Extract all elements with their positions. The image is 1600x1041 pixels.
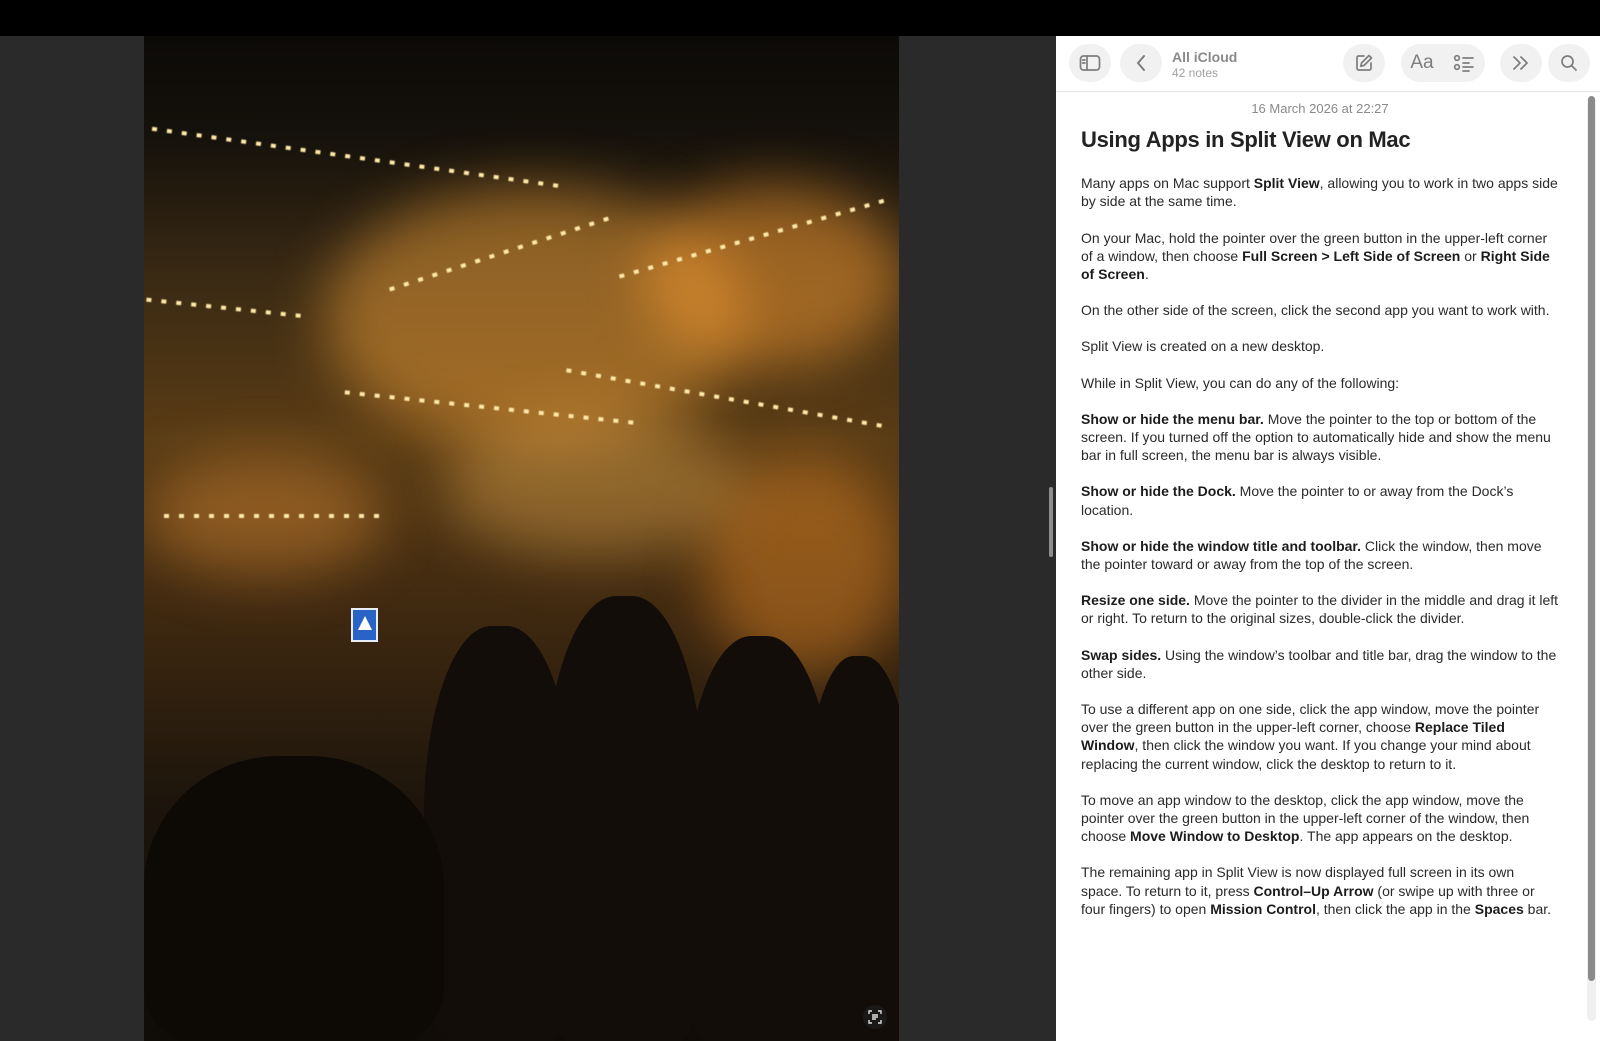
bold-text-run: Full Screen > Left Side of Screen — [1242, 247, 1461, 264]
text-run: , allowing you to work in two apps side by side at the same time. — [1081, 175, 1558, 210]
text-run: The remaining app in Split View is now displayed full screen in its own space. To return to it, press — [1081, 864, 1515, 899]
text-run: Many apps on Mac support — [1081, 175, 1254, 192]
note-paragraph — [1081, 337, 1559, 355]
text-run: , then click the app in the — [1315, 900, 1475, 917]
note-date: 16 March 2026 at 22:27 — [1251, 101, 1389, 116]
note-paragraph — [1081, 537, 1559, 573]
bold-text-run: Show or hide the menu bar. — [1081, 410, 1264, 427]
note-title: Using Apps in Split View on Mac — [1081, 127, 1411, 153]
text-run: On your Mac, hold the pointer over the green button in the upper-left corner of a window, then choose — [1081, 229, 1548, 264]
text-run: bar. — [1523, 900, 1552, 917]
checklist-button[interactable] — [1443, 44, 1485, 82]
note-scrollbar[interactable] — [1587, 96, 1596, 1021]
text-run: While in Split View, you can do any of the following: — [1081, 374, 1400, 391]
search-icon — [1560, 54, 1578, 72]
note-paragraph — [1081, 410, 1559, 465]
note-editor[interactable] — [1081, 100, 1559, 936]
new-note-button[interactable] — [1343, 44, 1385, 82]
note-paragraph — [1081, 700, 1559, 773]
folder-title: All iCloud — [1172, 49, 1238, 65]
note-paragraph — [1081, 482, 1559, 518]
bold-text-run: Spaces — [1474, 900, 1524, 917]
format-checklist-group — [1401, 44, 1485, 82]
bold-text-run: Show or hide the Dock. — [1081, 483, 1236, 500]
bold-text-run: Resize one side. — [1081, 592, 1190, 609]
note-paragraph — [1081, 863, 1559, 918]
more-chevrons-icon — [1511, 54, 1531, 72]
scroll-thumb[interactable] — [1588, 96, 1595, 981]
text-run: Move the pointer to the divider in the middle and drag it left or right. To return to the original sizes, double-click the divider. — [1081, 592, 1559, 627]
text-run: , then click the window you want. If you change your mind about replacing the current window, click the desktop to return to it. — [1081, 737, 1531, 772]
sidebar-toggle-button[interactable] — [1069, 44, 1111, 82]
back-button[interactable] — [1120, 44, 1162, 82]
text-run: To use a different app on one side, click the app window, move the pointer over the green button in the upper-left corner, choose — [1081, 701, 1540, 736]
notes-window — [1056, 36, 1600, 1041]
more-tools-button[interactable] — [1500, 44, 1542, 82]
text-run: (or swipe up with three or four fingers) to open — [1081, 882, 1535, 917]
bold-text-run: Right Side of Screen — [1081, 247, 1550, 283]
text-run: Click the window, then move the pointer toward or away from the top of the screen. — [1081, 537, 1542, 573]
note-paragraph — [1081, 646, 1559, 682]
text-run: . The app appears on the desktop. — [1299, 828, 1513, 845]
bold-text-run: Control–Up Arrow — [1253, 882, 1374, 899]
note-paragraph — [1081, 374, 1559, 392]
bold-text-run: Show or hide the window title and toolbar. — [1081, 537, 1361, 554]
sidebar-icon — [1079, 54, 1101, 72]
text-run: Split View is created on a new desktop. — [1081, 338, 1325, 355]
text-run: Move the pointer to or away from the Dock’s location. — [1081, 483, 1514, 518]
note-paragraph — [1081, 591, 1559, 627]
note-count: 42 notes — [1172, 66, 1219, 80]
notes-toolbar — [1056, 36, 1600, 92]
text-run: . — [1144, 266, 1149, 283]
pedestrian-sign — [351, 608, 378, 642]
note-paragraph — [1081, 174, 1559, 210]
text-run: On the other side of the screen, click the second app you want to work with. — [1081, 302, 1550, 319]
note-paragraph — [1081, 229, 1559, 284]
bold-text-run: Swap sides. — [1081, 646, 1162, 663]
note-paragraphs — [1081, 174, 1559, 918]
text-run: or — [1460, 247, 1481, 264]
note-paragraph — [1081, 301, 1559, 319]
back-chevron-icon — [1135, 53, 1147, 73]
text-run: Using the window’s toolbar and title bar, drag the window to the other side. — [1081, 646, 1557, 681]
bold-text-run: Split View — [1253, 175, 1320, 192]
split-view-divider-handle[interactable] — [1049, 487, 1053, 557]
search-button[interactable] — [1548, 44, 1590, 82]
text-run: Move the pointer to the top or bottom of the screen. If you turned off the option to automatically hide and show the menu bar in full screen, the menu bar is always visible. — [1081, 410, 1551, 464]
compose-icon — [1354, 53, 1374, 73]
format-text-button[interactable] — [1401, 44, 1443, 82]
bold-text-run: Move Window to Desktop — [1130, 828, 1300, 845]
menu-bar — [0, 0, 1600, 36]
photo-viewer-pane[interactable] — [0, 36, 1044, 1041]
format-text-icon: Aa — [1410, 52, 1434, 73]
checklist-icon — [1453, 53, 1475, 73]
bold-text-run: Replace Tiled Window — [1081, 719, 1505, 754]
live-text-icon[interactable] — [863, 1005, 887, 1029]
note-paragraph — [1081, 791, 1559, 846]
bold-text-run: Mission Control — [1210, 900, 1316, 917]
carousel-photo[interactable] — [144, 36, 899, 1041]
text-run: To move an app window to the desktop, click the app window, move the pointer over the green button in the upper-left corner of the window, then choose — [1081, 791, 1530, 845]
